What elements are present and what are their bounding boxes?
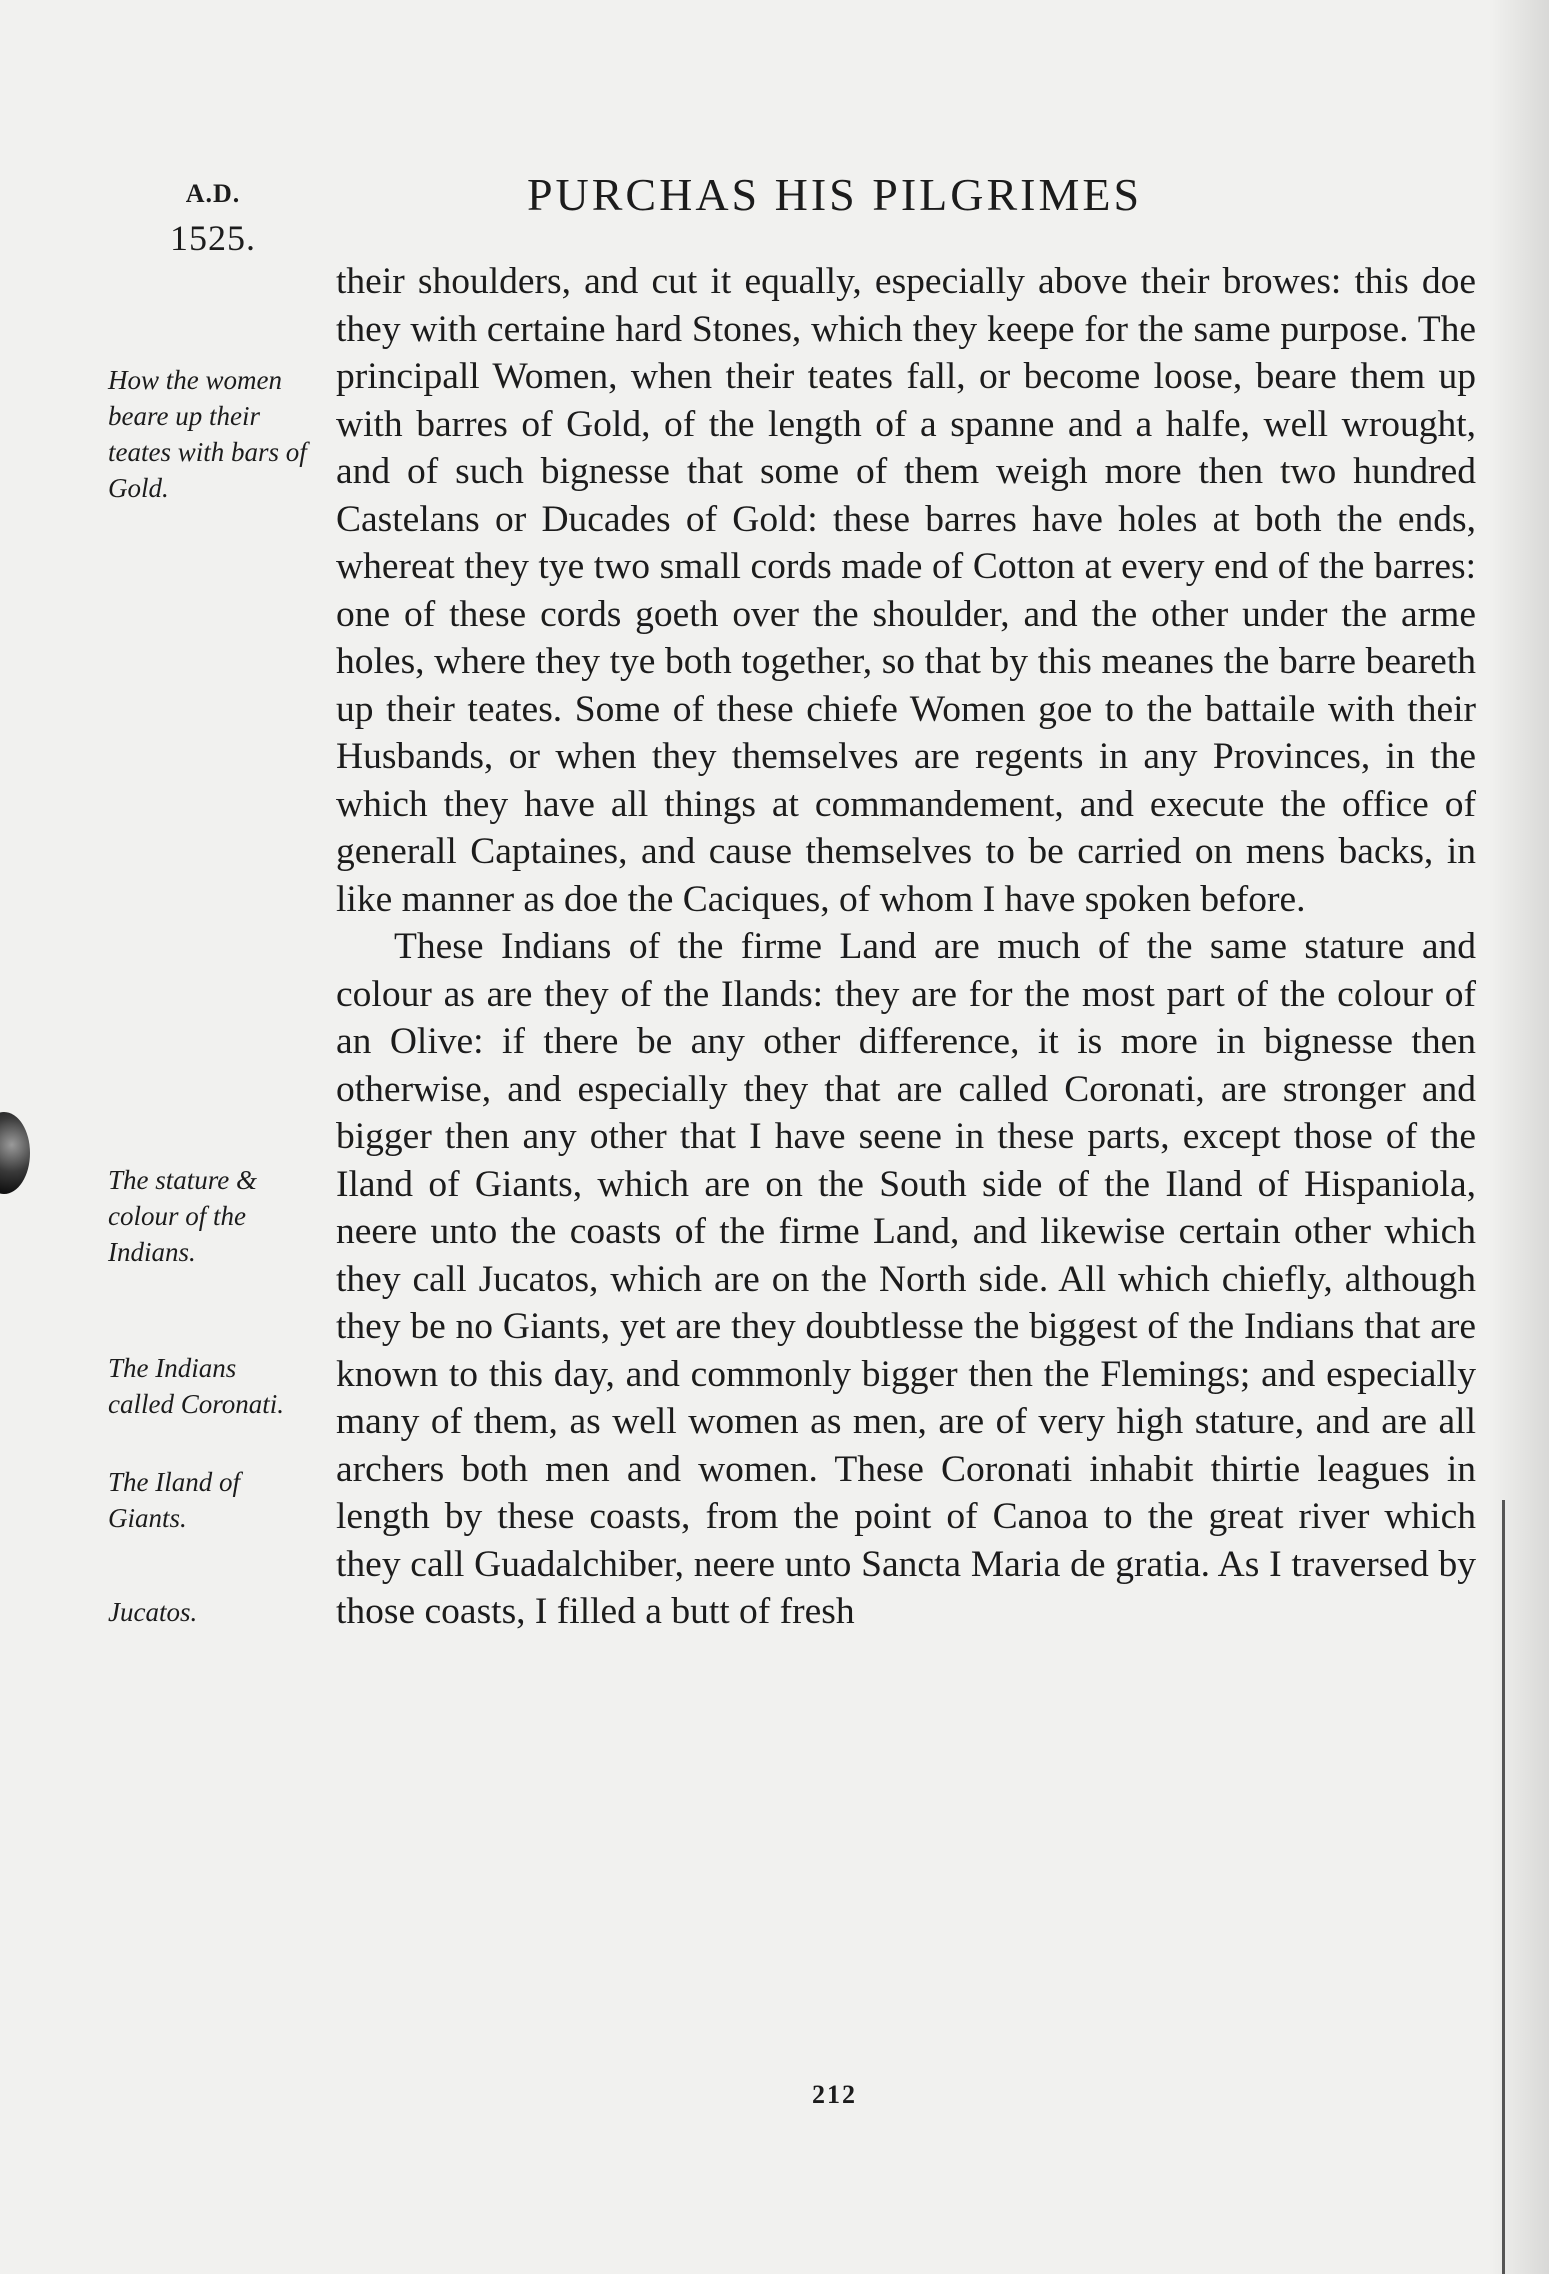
margin-note-stature: The stature & colour of the Indians. [108,1165,258,1267]
page-number: 212 [812,2080,857,2109]
body-text [336,258,1476,1636]
paragraph: their shoulders, and cut it equally, especially above their browes: this doe they with certaine hard Stones, which they keepe for the same purpose. The principall Women, when their teates fall, or become loose, beare them up with barres of Gold, of the length of a spanne and a halfe, well wrought, and of such bignesse that some of them weigh more then two hundred Castelans or Ducades of Gold: these barres have holes at both the ends, whereat they tye two small cords made of Cotton at every end of the barres: one of these cords goeth over the shoulder, and the other under the arme holes, where they tye both together, so that by this meanes the barre beareth up their teates. Some of these chiefe Women goe to the battaile with their Husbands, or when they themselves are regents in any Provinces, in the which they have all things at commandement, and execute the office of generall Captaines, and cause themselves to be carried on mens backs, in like manner as doe the Caciques, of whom I have spoken before. [336,261,1476,920]
binding-mark [0,1112,30,1194]
year-label: A.D. [185,179,241,208]
margin-note-giants: The Iland of Giants. [108,1467,240,1533]
margin-note-gold-bars: How the women beare up their teates with bars of Gold. [108,365,307,503]
running-title: PURCHAS HIS PILGRIMES [526,169,1143,220]
page-edge-line [1502,1500,1505,2274]
page-edge-shadow [1489,0,1549,2274]
year-value: 1525. [170,218,256,258]
margin-note-jucatos: Jucatos. [108,1597,198,1627]
margin-note-coronati: The Indians called Coronati. [108,1353,284,1419]
paragraph: These Indians of the firme Land are much of the same stature and colour as are they of the Ilands: they are for the most part of the colour of an Olive: if there be any other difference, it is more in bignesse then otherwise, and especially they that are called Coronati, are stronger and bigger then any other that I have seene in these parts, except those of the Iland of Giants, which are on the South side of the Iland of Hispaniola, neere unto the coasts of the firme Land, and likewise certain other which they call Jucatos, which are on the North side. All which chiefly, although they be no Giants, yet are they doubtlesse the biggest of the Indians that are known to this day, and commonly bigger then the Flemings; and especially many of them, as well women as men, are of very high stature, and are all archers both men and women. These Coronati inhabit thirtie leagues in length by these coasts, from the point of Canoa to the great river which they call Guadalchiber, neere unto Sancta Maria de gratia. As I traversed by those coasts, I filled a butt of fresh [336,926,1476,1632]
